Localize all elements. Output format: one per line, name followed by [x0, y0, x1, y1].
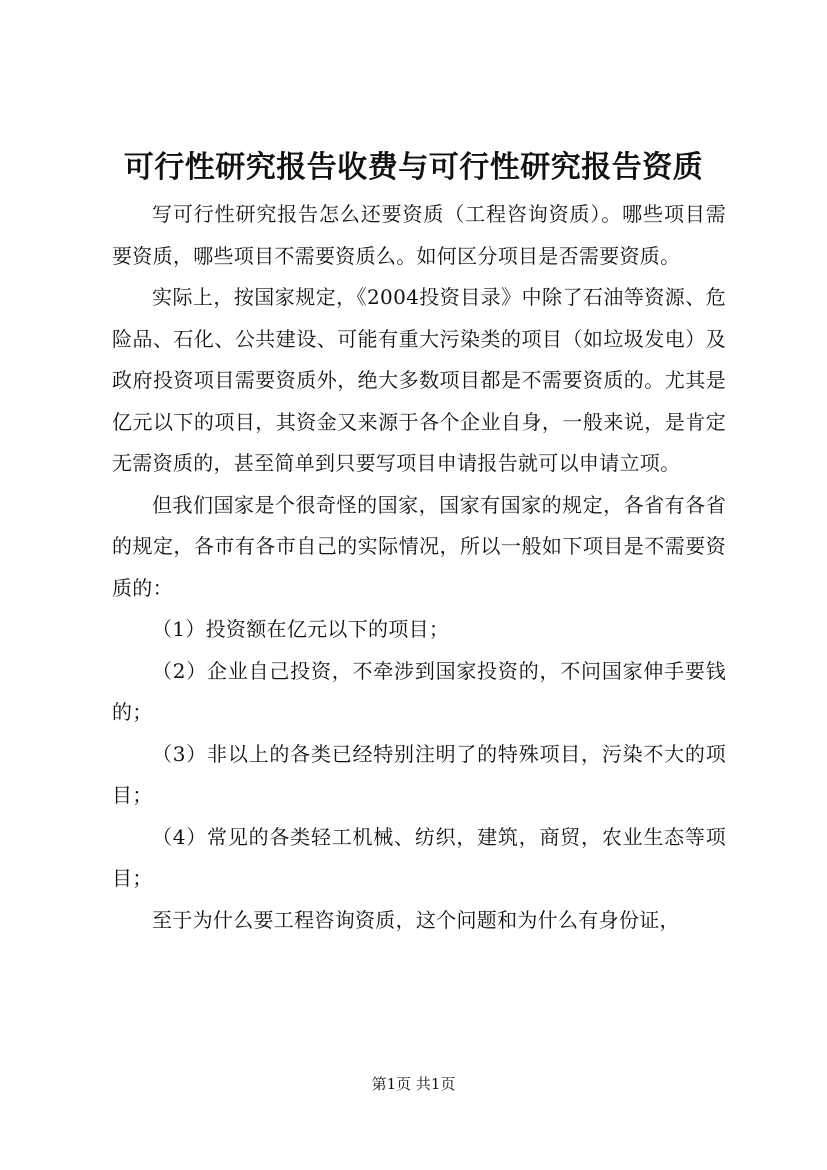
document-title: 可行性研究报告收费与可行性研究报告资质: [123, 150, 704, 185]
document-body: [112, 194, 726, 941]
list-item: （3）非以上的各类已经特别注明了的特殊项目，污染不大的项目；: [112, 741, 726, 807]
paragraph: 实际上，按国家规定，《2004投资目录》中除了石油等资源、危险品、石化、公共建设、可能有重大污染类的项目（如垃圾发电）及政府投资项目需要资质外，绝大多数项目都是不需要资质的。尤其是亿元以下的项目，其资金又来源于各个企业自身，一般来说，是肯定无需资质的，甚至简单到只要写项目申请报告就可以申请立项。: [112, 285, 726, 475]
paragraph: 至于为什么要工程咨询资质，这个问题和为什么有身份证，: [152, 907, 680, 932]
list-item: （4）常见的各类轻工机械、纺织，建筑，商贸，农业生态等项目；: [112, 824, 726, 890]
list-item: （1）投资额在亿元以下的项目；: [152, 617, 450, 641]
list-item: （2）企业自己投资，不牵涉到国家投资的，不问国家伸手要钱的；: [112, 658, 726, 724]
page-footer: 第1页 共1页: [371, 1075, 456, 1093]
paragraph: 写可行性研究报告怎么还要资质（工程咨询资质）。哪些项目需要资质，哪些项目不需要资质么。如何区分项目是否需要资质。: [112, 202, 726, 268]
paragraph: 但我们国家是个很奇怪的国家，国家有国家的规定，各省有各省的规定，各市有各市自己的实际情况，所以一般如下项目是不需要资质的：: [112, 492, 726, 600]
